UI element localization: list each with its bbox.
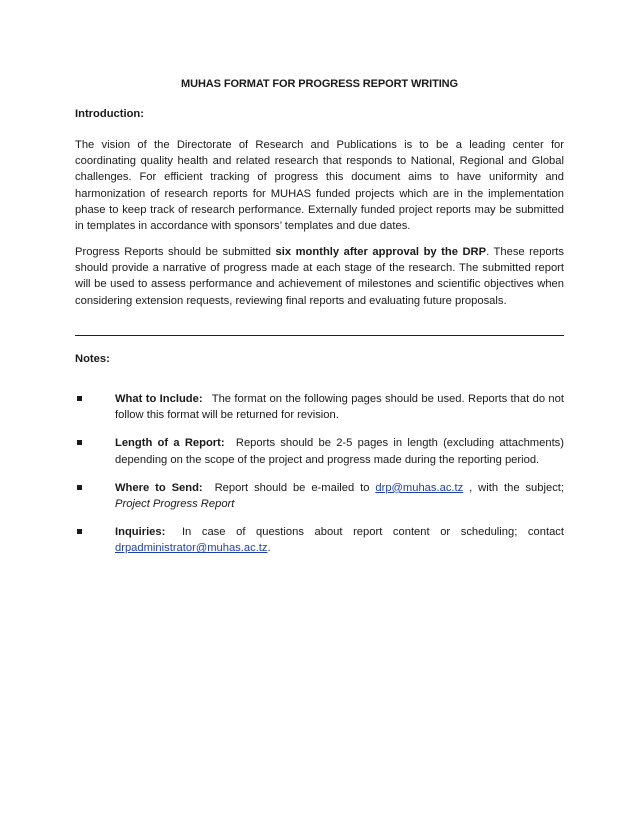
note-where-to-send <box>75 480 564 512</box>
introduction-paragraph-1: The vision of the Directorate of Research and Publications is to be a leading center for coordinating quality health and related research that responds to National, Regional and Global challenges. For efficient tracking of progress this document aims to have uniformity and harmonization of research reports for MUHAS funded projects which are in the implementation phase to keep track of research performance. Externally funded project reports may be submitted in templates in accordance with sponsors’ templates and due dates. <box>75 139 564 233</box>
note-text: , with the subject; <box>463 481 565 494</box>
document-title: MUHAS FORMAT FOR PROGRESS REPORT WRITING <box>181 78 458 90</box>
introduction-heading: Introduction: <box>75 108 144 120</box>
notes-list <box>75 391 564 569</box>
note-label: Inquiries: <box>115 526 166 539</box>
note-text: Reports should be 2-5 pages in length (excluding attachments) depending on the scope of the project and progress made during the reporting period. <box>115 437 564 466</box>
email-subject: Project Progress Report <box>115 498 235 511</box>
drp-email-link[interactable]: drp@muhas.ac.tz <box>375 481 464 494</box>
note-text: . <box>267 542 271 555</box>
section-divider <box>75 335 564 336</box>
notes-heading: Notes: <box>75 353 110 365</box>
note-text: Report should be e-mailed to <box>208 481 376 494</box>
note-text: In case of questions about report content or scheduling; contact <box>171 526 564 539</box>
square-bullet-icon <box>77 529 82 534</box>
square-bullet-icon <box>77 396 82 401</box>
note-label: What to Include: <box>115 393 203 405</box>
note-label: Where to Send: <box>115 481 203 494</box>
submission-frequency-emphasis: six monthly after approval by the DRP <box>275 246 487 258</box>
note-inquiries <box>75 524 564 556</box>
introduction-paragraph-2 <box>75 244 564 309</box>
drp-administrator-email-link[interactable]: drpadministrator@muhas.ac.tz <box>115 542 268 555</box>
paragraph-2-text-end: . These reports should provide a narrative of progress made at each stage of the research. The submitted report will be used to assess performance and achievement of milestones and scientific objectives when considering extension requests, reviewing final reports and evaluating future proposals. <box>75 246 564 307</box>
note-label: Length of a Report: <box>115 437 225 450</box>
note-text: The format on the following pages should be used. Reports that do not follow this format will be returned for revision. <box>115 393 564 422</box>
note-what-to-include <box>75 391 564 423</box>
square-bullet-icon <box>77 485 82 490</box>
paragraph-2-text-start: Progress Reports should be submitted <box>75 246 276 258</box>
square-bullet-icon <box>77 440 82 445</box>
note-length-of-report <box>75 435 564 467</box>
